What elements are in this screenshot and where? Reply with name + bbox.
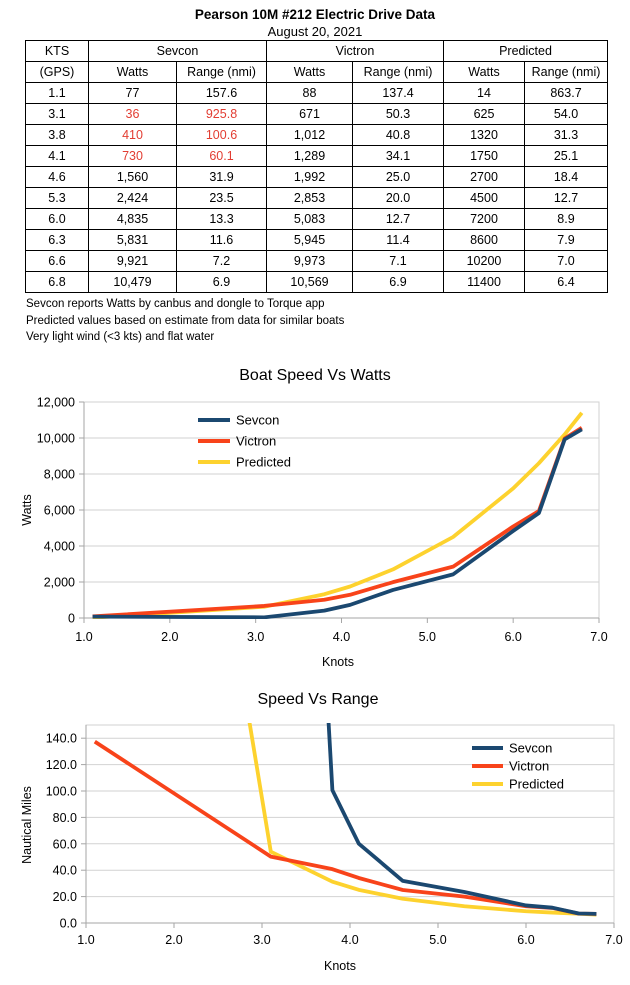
- cell-sevcon-range: 60.1: [177, 146, 267, 167]
- series-victron-line: [93, 428, 582, 617]
- col-subheader-predicted-watts: Watts: [444, 62, 525, 83]
- cell-sevcon-watts: 410: [89, 125, 177, 146]
- x-tick-label: 3.0: [253, 933, 271, 947]
- y-tick-label: 6,000: [43, 503, 75, 518]
- x-tick-label: 4.0: [332, 630, 351, 644]
- cell-kts: 5.3: [26, 188, 89, 209]
- cell-sevcon-range: 925.8: [177, 104, 267, 125]
- cell-sevcon-watts: 9,921: [89, 251, 177, 272]
- y-tick-label: 12,000: [36, 395, 75, 410]
- cell-predicted-watts: 11400: [444, 272, 525, 293]
- cell-predicted-range: 7.0: [525, 251, 608, 272]
- chart-title: Speed Vs Range: [257, 691, 379, 708]
- speed-vs-watts-chart: [0, 352, 630, 672]
- cell-predicted-range: 863.7: [525, 83, 608, 104]
- cell-sevcon-watts: 1,560: [89, 167, 177, 188]
- y-tick-label: 140.0: [45, 731, 77, 746]
- cell-sevcon-range: 100.6: [177, 125, 267, 146]
- cell-predicted-watts: 7200: [444, 209, 525, 230]
- cell-kts: 4.6: [26, 167, 89, 188]
- table-row: [26, 230, 608, 251]
- cell-victron-range: 137.4: [353, 83, 444, 104]
- cell-sevcon-watts: 2,424: [89, 188, 177, 209]
- footnote-conditions: Very light wind (<3 kts) and flat water: [26, 331, 215, 343]
- y-tick-label: 60.0: [52, 837, 77, 852]
- cell-sevcon-range: 7.2: [177, 251, 267, 272]
- cell-victron-watts: 1,289: [267, 146, 353, 167]
- cell-victron-watts: 5,945: [267, 230, 353, 251]
- cell-victron-watts: 5,083: [267, 209, 353, 230]
- cell-victron-range: 12.7: [353, 209, 444, 230]
- cell-kts: 1.1: [26, 83, 89, 104]
- col-header-sevcon: Sevcon: [89, 41, 267, 62]
- footnotes: [26, 296, 344, 346]
- y-tick-label: 100.0: [45, 784, 77, 799]
- cell-victron-range: 25.0: [353, 167, 444, 188]
- cell-sevcon-range: 11.6: [177, 230, 267, 251]
- table-row: [26, 251, 608, 272]
- col-header-predicted: Predicted: [444, 41, 608, 62]
- cell-kts: 3.8: [26, 125, 89, 146]
- cell-predicted-range: 18.4: [525, 167, 608, 188]
- cell-kts: 6.0: [26, 209, 89, 230]
- col-subheader-victron-range: Range (nmi): [353, 62, 444, 83]
- y-axis-title: Watts: [20, 494, 34, 526]
- cell-sevcon-watts: 730: [89, 146, 177, 167]
- cell-predicted-watts: 14: [444, 83, 525, 104]
- col-subheader-gps: (GPS): [26, 62, 89, 83]
- cell-victron-watts: 671: [267, 104, 353, 125]
- cell-victron-watts: 9,973: [267, 251, 353, 272]
- x-tick-label: 5.0: [429, 933, 447, 947]
- x-tick-label: 6.0: [504, 630, 522, 644]
- legend-label-victron: Victron: [509, 758, 550, 774]
- col-subheader-sevcon-watts: Watts: [89, 62, 177, 83]
- table-sub-header-row: [26, 62, 608, 83]
- cell-kts: 3.1: [26, 104, 89, 125]
- cell-predicted-watts: 625: [444, 104, 525, 125]
- col-header-kts: KTS: [26, 41, 89, 62]
- x-tick-label: 5.0: [418, 630, 437, 644]
- legend-label-predicted: Predicted: [236, 454, 291, 470]
- cell-sevcon-range: 13.3: [177, 209, 267, 230]
- series-sevcon-line: [95, 676, 597, 914]
- y-tick-label: 2,000: [43, 575, 75, 590]
- table-row: [26, 83, 608, 104]
- cell-sevcon-watts: 4,835: [89, 209, 177, 230]
- cell-predicted-range: 8.9: [525, 209, 608, 230]
- y-tick-label: 120.0: [45, 758, 77, 773]
- cell-predicted-range: 6.4: [525, 272, 608, 293]
- cell-victron-range: 34.1: [353, 146, 444, 167]
- table-row: [26, 272, 608, 293]
- cell-victron-watts: 2,853: [267, 188, 353, 209]
- x-tick-label: 1.0: [77, 933, 95, 947]
- x-tick-label: 4.0: [341, 933, 359, 947]
- page-title: Pearson 10M #212 Electric Drive Data: [194, 7, 436, 22]
- chart-title: Boat Speed Vs Watts: [239, 367, 391, 384]
- page-subtitle: August 20, 2021: [267, 24, 363, 39]
- cell-sevcon-watts: 10,479: [89, 272, 177, 293]
- cell-victron-range: 6.9: [353, 272, 444, 293]
- footnote-predicted: Predicted values based on estimate from data for similar boats: [26, 314, 345, 327]
- y-tick-label: 8,000: [43, 467, 75, 482]
- cell-predicted-watts: 8600: [444, 230, 525, 251]
- cell-kts: 4.1: [26, 146, 89, 167]
- data-table: [25, 40, 608, 293]
- x-tick-label: 7.0: [605, 933, 623, 947]
- y-tick-label: 4,000: [43, 539, 75, 554]
- cell-kts: 6.3: [26, 230, 89, 251]
- legend-label-sevcon: Sevcon: [509, 740, 553, 756]
- legend-label-sevcon: Sevcon: [236, 412, 280, 428]
- cell-predicted-watts: 10200: [444, 251, 525, 272]
- cell-victron-range: 11.4: [353, 230, 444, 251]
- legend-label-victron: Victron: [236, 433, 277, 449]
- cell-sevcon-watts: 5,831: [89, 230, 177, 251]
- cell-predicted-range: 25.1: [525, 146, 608, 167]
- y-tick-label: 0.0: [59, 916, 77, 931]
- x-axis-title: Knots: [324, 959, 356, 973]
- x-tick-label: 7.0: [590, 630, 608, 644]
- cell-predicted-watts: 4500: [444, 188, 525, 209]
- y-tick-label: 20.0: [52, 890, 77, 905]
- table-row: [26, 167, 608, 188]
- cell-victron-watts: 1,992: [267, 167, 353, 188]
- cell-victron-range: 20.0: [353, 188, 444, 209]
- table-row: [26, 125, 608, 146]
- cell-predicted-range: 12.7: [525, 188, 608, 209]
- cell-sevcon-watts: 36: [89, 104, 177, 125]
- x-tick-label: 2.0: [161, 630, 179, 644]
- cell-predicted-watts: 1320: [444, 125, 525, 146]
- x-tick-label: 6.0: [517, 933, 535, 947]
- table-row: [26, 188, 608, 209]
- cell-victron-range: 7.1: [353, 251, 444, 272]
- footnote-sevcon: Sevcon reports Watts by canbus and dongle to Torque app: [26, 298, 325, 310]
- cell-kts: 6.6: [26, 251, 89, 272]
- cell-predicted-range: 31.3: [525, 125, 608, 146]
- cell-kts: 6.8: [26, 272, 89, 293]
- table-row: [26, 104, 608, 125]
- table-row: [26, 146, 608, 167]
- cell-predicted-watts: 2700: [444, 167, 525, 188]
- cell-victron-range: 40.8: [353, 125, 444, 146]
- cell-predicted-range: 54.0: [525, 104, 608, 125]
- series-predicted-line: [95, 676, 597, 915]
- col-header-victron: Victron: [267, 41, 444, 62]
- series-predicted-line: [93, 413, 582, 618]
- y-tick-label: 40.0: [52, 863, 77, 878]
- cell-predicted-range: 7.9: [525, 230, 608, 251]
- cell-sevcon-range: 157.6: [177, 83, 267, 104]
- x-tick-label: 2.0: [165, 933, 183, 947]
- y-tick-label: 10,000: [36, 431, 75, 446]
- y-tick-label: 0: [68, 611, 75, 626]
- cell-victron-watts: 1,012: [267, 125, 353, 146]
- speed-vs-range-chart: [0, 676, 630, 985]
- x-tick-label: 3.0: [246, 630, 265, 644]
- cell-victron-watts: 88: [267, 83, 353, 104]
- col-subheader-victron-watts: Watts: [267, 62, 353, 83]
- cell-victron-range: 50.3: [353, 104, 444, 125]
- cell-sevcon-watts: 77: [89, 83, 177, 104]
- x-tick-label: 1.0: [75, 630, 93, 644]
- cell-sevcon-range: 31.9: [177, 167, 267, 188]
- table-row: [26, 209, 608, 230]
- cell-victron-watts: 10,569: [267, 272, 353, 293]
- cell-sevcon-range: 6.9: [177, 272, 267, 293]
- y-tick-label: 80.0: [52, 810, 77, 825]
- cell-sevcon-range: 23.5: [177, 188, 267, 209]
- col-subheader-predicted-range: Range (nmi): [525, 62, 608, 83]
- cell-predicted-watts: 1750: [444, 146, 525, 167]
- table-group-header-row: [26, 41, 608, 62]
- x-axis-title: Knots: [322, 655, 354, 669]
- y-axis-title: Nautical Miles: [20, 786, 34, 864]
- col-subheader-sevcon-range: Range (nmi): [177, 62, 267, 83]
- legend-label-predicted: Predicted: [509, 776, 564, 792]
